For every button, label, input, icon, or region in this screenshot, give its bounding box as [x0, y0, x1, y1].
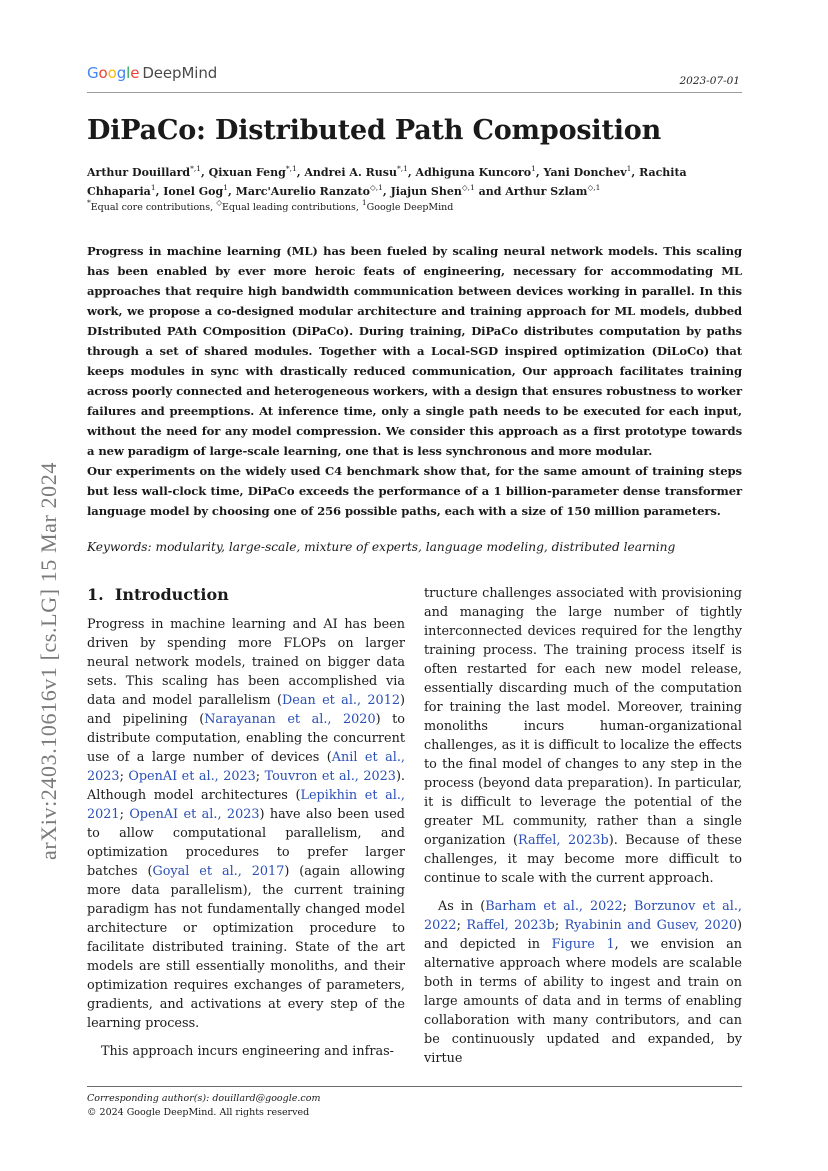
author-name: Ionel Gog	[163, 184, 224, 198]
google-wordmark-letter: e	[130, 64, 140, 82]
intro-paragraph-3	[424, 897, 742, 1068]
author-affiliation-mark: ◇,1	[369, 182, 383, 192]
author-affiliation-mark: 1	[531, 164, 536, 173]
citation-link[interactable]: OpenAI et al., 2023	[128, 769, 256, 784]
google-wordmark-letter: l	[126, 64, 131, 82]
paragraph-text: Progress in machine learning and AI has been driven by spending more FLOPs on larger neural network models, trained on bigger data sets. This scaling has been accomplished via data and model parallelism (	[87, 617, 405, 708]
deepmind-wordmark: DeepMind	[142, 64, 218, 82]
author-list: Arthur Douillard$^{*,1}$, Qixuan Feng$^{*,1}$, Andrei A. Rusu$^{*,1}$, Adhiguna Kuncoro$^1$, Yani Donchev$^1$, Rachita Chhaparia$^1$, Ionel Gog$^1$, Marc'Aurelio Ranzato$^{◇,1}$, Jiajun Shen$^{◇,1}$ and Arthur Szlam$^{◇,1}$	[87, 164, 687, 198]
abstract-paragraph: Progress in machine learning (ML) has been fueled by scaling neural network models. This scaling has been enabled by ever more heroic feats of engineering, necessary for accommodating ML approaches that require high bandwidth communication between devices working in parallel. In this work, we propose a co-designed modular architecture and training approach for ML models, dubbed DIstributed PAth COmposition (DiPaCo). During training, DiPaCo distributes computation by paths through a set of shared modules. Together with a Local-SGD inspired optimization (DiLoCo) that keeps modules in sync with drastically reduced communication, Our approach facilitates training across poorly connected and heterogeneous workers, with a design that ensures robustness to worker failures and preemptions. At inference time, only a single path needs to be executed for each input, without the need for any model compression. We consider this approach as a first prototype towards a new paradigm of large-scale learning, one that is less synchronous and more modular.	[87, 244, 742, 458]
google-wordmark	[87, 64, 139, 82]
intro-paragraph-2-continued	[424, 584, 742, 888]
paragraph-text: tructure challenges associated with provisioning and managing the large number of tightly interconnected devices required for the lengthy training process. The training process itself is often restarted for each new model release, essentially discarding much of the computation for training the last model. Moreover, training monoliths incurs human-organizational challenges, as it is difficult to localize the effects to the final model of changes to any step in the process (beyond data preparation). In particular, it is difficult to leverage the potential of the greater ML community, rather than a single organization (	[424, 586, 742, 848]
paragraph-text: ). Although model architectures (	[87, 769, 405, 803]
affiliation-mark: ◇	[216, 198, 222, 207]
author-name: Rachita Chhaparia	[87, 166, 687, 198]
paragraph-text: ;	[119, 769, 129, 784]
author-name: Yani Donchev	[543, 166, 627, 179]
page-footer	[87, 1086, 742, 1120]
arxiv-identifier: arXiv:2403.10616v1 [cs.LG] 15 Mar 2024	[36, 462, 61, 860]
paragraph-text: ;	[554, 918, 565, 933]
page-header	[87, 62, 742, 93]
paragraph-text: ) to distribute computation, enabling the concurrent use of a large number of devices (	[87, 712, 405, 765]
author-affiliation-mark: ◇,1	[587, 182, 601, 192]
author-name: Arthur Szlam	[505, 184, 588, 198]
google-wordmark-letter: o	[98, 64, 108, 82]
citation-link[interactable]: Anil et al., 2023	[87, 750, 405, 784]
paragraph-text: , we envision an alternative approach where models are scalable both in terms of ability to ingest and train on large amounts of data and in terms of enabling collaboration with many contributors, and can be continuously updated and expanded, by virtue	[424, 937, 742, 1066]
author-name: Jiajun Shen	[390, 184, 462, 198]
google-wordmark-letter: g	[116, 64, 127, 82]
author-name: Arthur Douillard	[87, 166, 191, 179]
intro-paragraph-1	[87, 615, 405, 1033]
author-affiliation-mark: 1	[150, 182, 156, 192]
affiliation-text: Google DeepMind	[366, 202, 454, 213]
author-name: Andrei A. Rusu	[304, 166, 397, 179]
paragraph-text: ) and pipelining (	[87, 693, 405, 727]
paper-title: DiPaCo: Distributed Path Composition	[87, 115, 662, 146]
author-affiliation-mark: *,1	[190, 164, 201, 173]
paragraph-text: ) (again allowing more data parallelism), the current training paradigm has not fundamentally changed model architecture or optimization procedure to facilitate distributed training. State of the art models are still essentially monoliths, and their optimization requires exchanges of parameters, gradients, and activations at every step of the learning process.	[87, 864, 406, 1031]
paragraph-text: As in (	[438, 899, 486, 914]
affiliation-notes: *Equal core contributions, ◇Equal leading contributions, $^1$Google DeepMind	[87, 198, 454, 213]
section-title: Introduction	[114, 585, 229, 604]
paragraph-text: ;	[456, 918, 467, 933]
paragraph-text: ) have also been used to allow computational parallelism, and optimization procedures to prefer larger batches (	[87, 807, 405, 879]
citation-link[interactable]: Lepikhin et al., 2021	[87, 788, 405, 822]
body-column-left	[87, 584, 405, 1061]
abstract-paragraph: Our experiments on the widely used C4 benchmark show that, for the same amount of training steps but less wall-clock time, DiPaCo exceeds the performance of a 1 billion-parameter dense transformer language model by choosing one of 256 possible paths, each with a size of 150 million parameters.	[87, 464, 742, 518]
corresponding-author: Corresponding author(s): douillard@google.com	[87, 1093, 321, 1104]
citation-link[interactable]: Touvron et al., 2023	[264, 769, 396, 784]
google-wordmark-letter: G	[87, 64, 99, 82]
google-deepmind-logo	[87, 64, 217, 82]
citation-link[interactable]: Goyal et al., 2017	[152, 864, 285, 879]
header-date: 2023-07-01	[679, 75, 740, 87]
google-wordmark-letter: o	[107, 64, 117, 82]
section-number: 1.	[87, 585, 104, 604]
paragraph-text: ;	[119, 807, 130, 822]
paragraph-text: ) and depicted in	[424, 918, 742, 952]
citation-link[interactable]: Raffel, 2023b	[466, 918, 555, 933]
keywords: Keywords: modularity, large-scale, mixture of experts, language modeling, distributed learning	[87, 540, 676, 554]
author-affiliation-mark: 1	[223, 182, 228, 192]
citation-link[interactable]: Ryabinin and Gusev, 2020	[564, 918, 737, 933]
citation-link[interactable]: Narayanan et al., 2020	[204, 712, 376, 727]
body-column-right	[424, 584, 742, 1068]
citation-link[interactable]: Borzunov et al., 2022	[424, 899, 742, 933]
section-heading	[87, 584, 405, 606]
citation-link[interactable]: Dean et al., 2012	[282, 693, 400, 708]
affiliation-mark: 1	[361, 198, 367, 207]
affiliation-text: Equal core contributions	[90, 202, 211, 213]
citation-link[interactable]: Figure 1	[551, 937, 615, 952]
author-name: Adhiguna Kuncoro	[415, 166, 532, 179]
paragraph-text: This approach incurs engineering and infras-	[101, 1044, 394, 1059]
intro-paragraph-2	[87, 1042, 405, 1061]
paragraph-text: ;	[622, 899, 634, 914]
citation-link[interactable]: Raffel, 2023b	[518, 833, 609, 848]
author-affiliation-mark: ◇,1	[461, 182, 475, 192]
author-name: Marc'Aurelio Ranzato	[235, 184, 370, 198]
paragraph-text: ;	[255, 769, 265, 784]
citation-link[interactable]: Barham et al., 2022	[485, 899, 623, 914]
copyright-notice: © 2024 Google DeepMind. All rights reserved	[87, 1107, 310, 1118]
abstract	[87, 241, 742, 521]
author-affiliation-mark: *,1	[396, 164, 408, 173]
paragraph-text: ). Because of these challenges, it may become more difficult to continue to scale with the current approach.	[424, 833, 742, 886]
affiliation-mark: *	[87, 198, 91, 207]
affiliation-text: Equal leading contributions	[221, 202, 356, 213]
author-affiliation-mark: *,1	[285, 164, 297, 173]
citation-link[interactable]: OpenAI et al., 2023	[129, 807, 260, 822]
author-name: Qixuan Feng	[208, 166, 286, 179]
author-affiliation-mark: 1	[626, 164, 632, 173]
